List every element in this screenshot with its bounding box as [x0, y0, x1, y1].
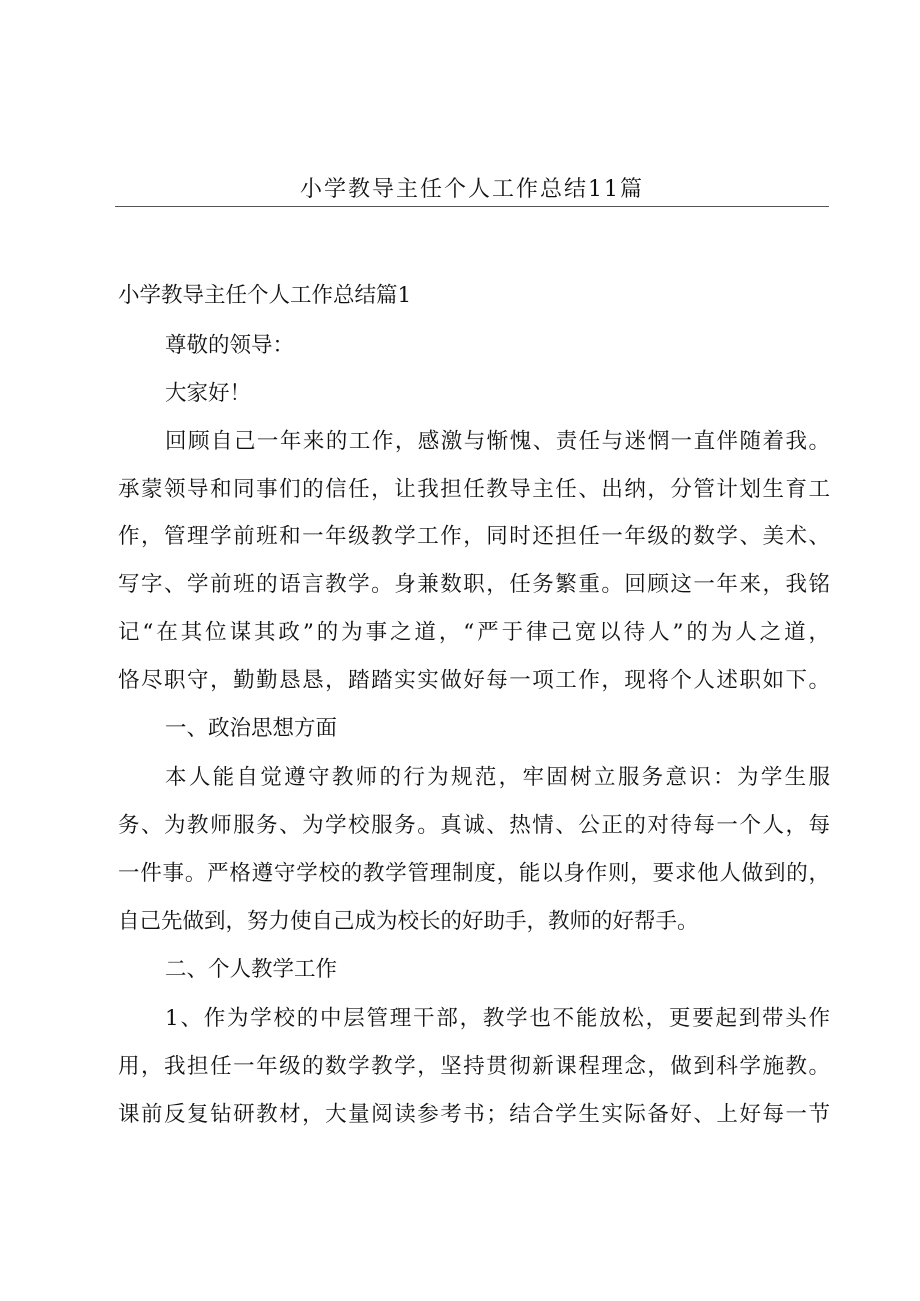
- paragraph-1-line: 作，管理学前班和一年级教学工作，同时还担任一年级的数学、美术、: [118, 524, 830, 549]
- paragraph-1-line: 承蒙领导和同事们的信任，让我担任教导主任、出纳，分管计划生育工: [118, 477, 830, 502]
- section-heading: 小学教导主任个人工作总结篇1: [118, 283, 412, 308]
- paragraph-1-line: 写字、学前班的语言教学。身兼数职，任务繁重。回顾这一年来，我铭: [118, 572, 830, 597]
- paragraph-3-line: 1、作为学校的中层管理干部，教学也不能放松，更要起到带头作: [165, 1006, 830, 1031]
- greeting: 大家好！: [165, 381, 252, 406]
- paragraph-2-line: 一件事。严格遵守学校的教学管理制度，能以身作则，要求他人做到的，: [118, 861, 830, 886]
- paragraph-2-line: 本人能自觉遵守教师的行为规范，牢固树立服务意识：为学生服: [165, 765, 830, 790]
- heading-teaching: 二、个人教学工作: [165, 957, 338, 982]
- paragraph-3-line: 课前反复钻研教材，大量阅读参考书；结合学生实际备好、上好每一节: [118, 1102, 830, 1127]
- salutation: 尊敬的领导：: [165, 333, 295, 358]
- paragraph-1-line: 回顾自己一年来的工作，感激与惭愧、责任与迷惘一直伴随着我。: [165, 429, 830, 454]
- paragraph-3-line: 用，我担任一年级的数学教学，坚持贯彻新课程理念，做到科学施教。: [118, 1054, 830, 1079]
- title-underline: [115, 206, 829, 207]
- heading-political: 一、政治思想方面: [165, 716, 338, 741]
- paragraph-2-line: 自己先做到，努力使自己成为校长的好助手，教师的好帮手。: [118, 909, 699, 934]
- paragraph-1-line: 记“在其位谋其政”的为事之道，“严于律己宽以待人”的为人之道，: [118, 620, 830, 645]
- paragraph-1-line: 恪尽职守，勤勤恳恳，踏踏实实做好每一项工作，现将个人述职如下。: [118, 668, 830, 693]
- document-title: 小学教导主任个人工作总结11篇: [300, 177, 644, 202]
- paragraph-2-line: 务、为教师服务、为学校服务。真诚、热情、公正的对待每一个人，每: [118, 813, 830, 838]
